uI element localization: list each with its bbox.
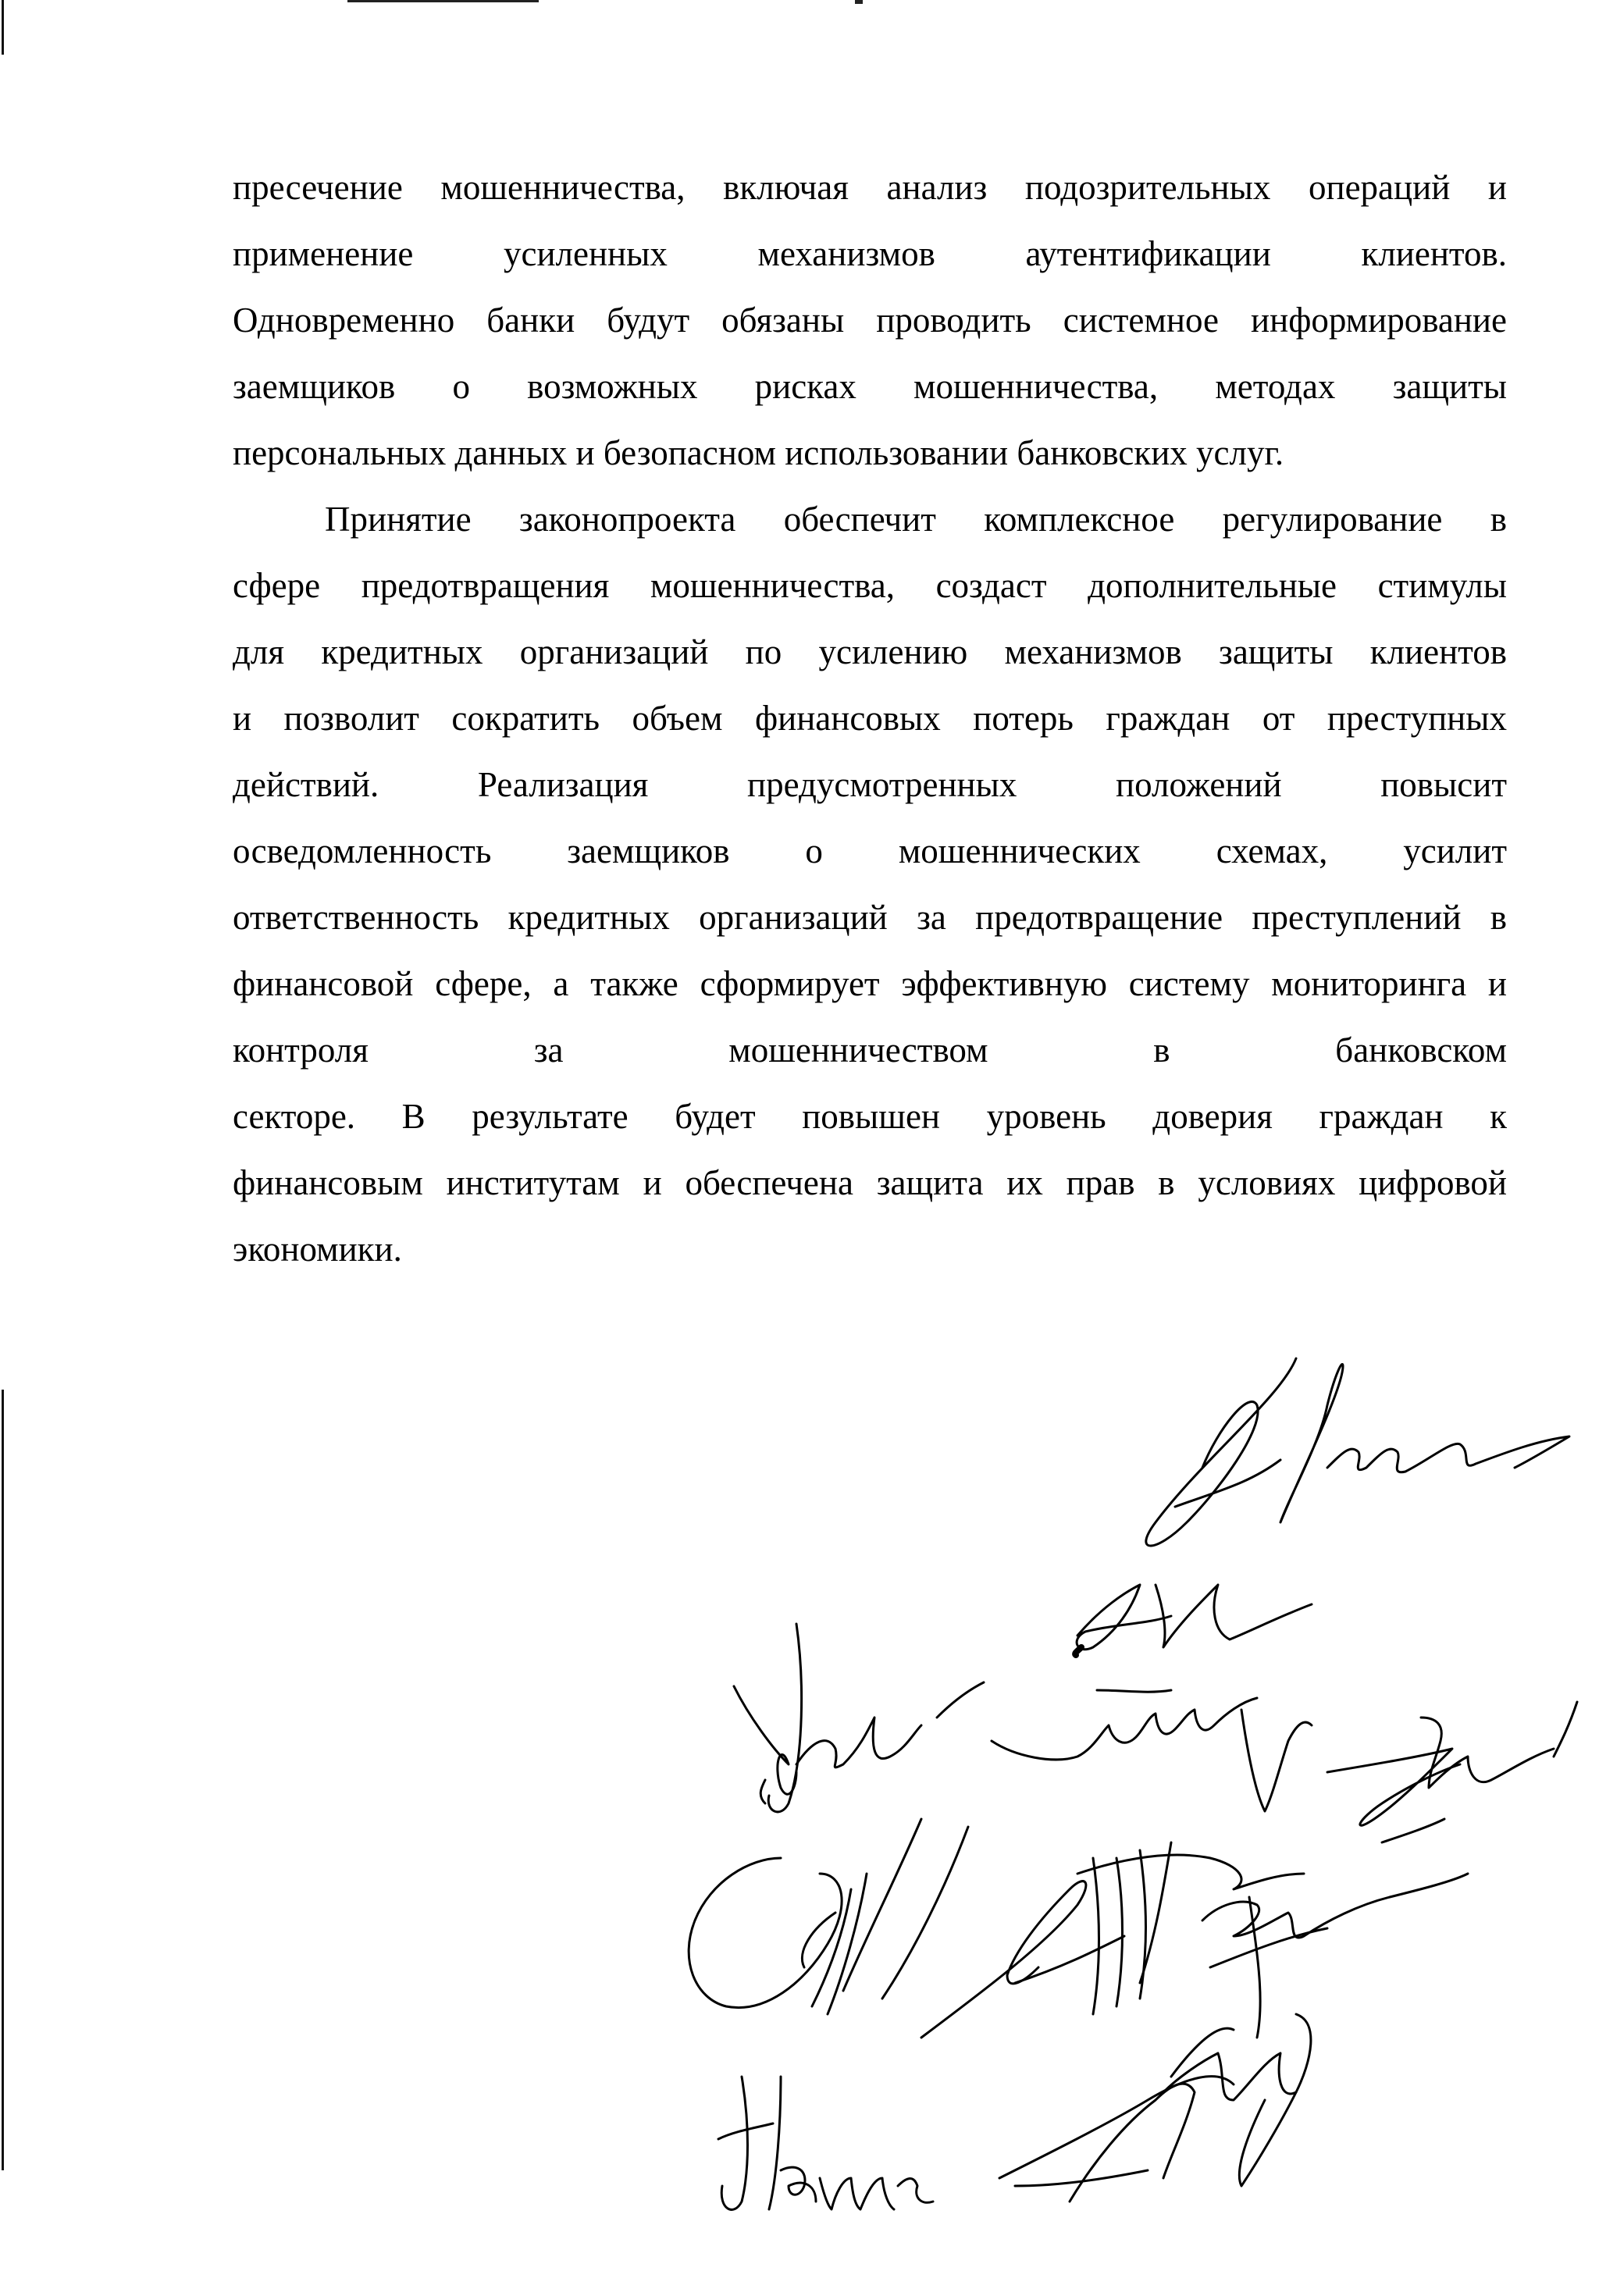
signature-icon: [1146, 1358, 1569, 1546]
text-line: финансовым институтам и обеспечена защита их прав в условиях цифровой: [233, 1163, 1507, 1202]
signature-icon: [999, 2014, 1311, 2202]
text-line: финансовой сфере, а также сформирует эффективную систему мониторинга и: [233, 964, 1507, 1003]
signature-icon: [1075, 1585, 1312, 1655]
text-line: контроля за мошенничеством в банковском: [233, 1031, 1507, 1070]
text-line: сфере предотвращения мошенничества, создаст дополнительные стимулы: [233, 566, 1507, 605]
signature-icon: [1202, 1819, 1468, 2038]
signature-icon: [734, 1624, 984, 1812]
text-line: заемщиков о возможных рисках мошенничества, методах защиты: [233, 367, 1507, 406]
text-line: Одновременно банки будут обязаны проводить системное информирование: [233, 301, 1507, 340]
text-line: пресечение мошенничества, включая анализ подозрительных операций и: [233, 168, 1507, 207]
text-line: секторе. В результате будет повышен уровень доверия граждан к: [233, 1097, 1507, 1136]
text-line: Принятие законопроекта обеспечит комплексное регулирование в: [325, 500, 1507, 539]
signature-icon: [718, 2077, 933, 2209]
text-line: для кредитных организаций по усилению механизмов защиты клиентов: [233, 632, 1507, 671]
signature-icon: [992, 1690, 1312, 1811]
text-line: персональных данных и безопасном использовании банковских услуг.: [233, 433, 1284, 472]
text-line: экономики.: [233, 1230, 402, 1269]
signature-icon: [1327, 1702, 1577, 1825]
signature-icon: [921, 1842, 1304, 2038]
signature-icon: [689, 1819, 968, 2014]
text-line: применение усиленных механизмов аутентификации клиентов.: [233, 234, 1507, 273]
text-line: ответственность кредитных организаций за предотвращение преступлений в: [233, 898, 1507, 937]
text-line: осведомленность заемщиков о мошеннических схемах, усилит: [233, 831, 1507, 870]
text-line: действий. Реализация предусмотренных положений повысит: [233, 765, 1507, 804]
text-line: и позволит сократить объем финансовых потерь граждан от преступных: [233, 699, 1507, 738]
